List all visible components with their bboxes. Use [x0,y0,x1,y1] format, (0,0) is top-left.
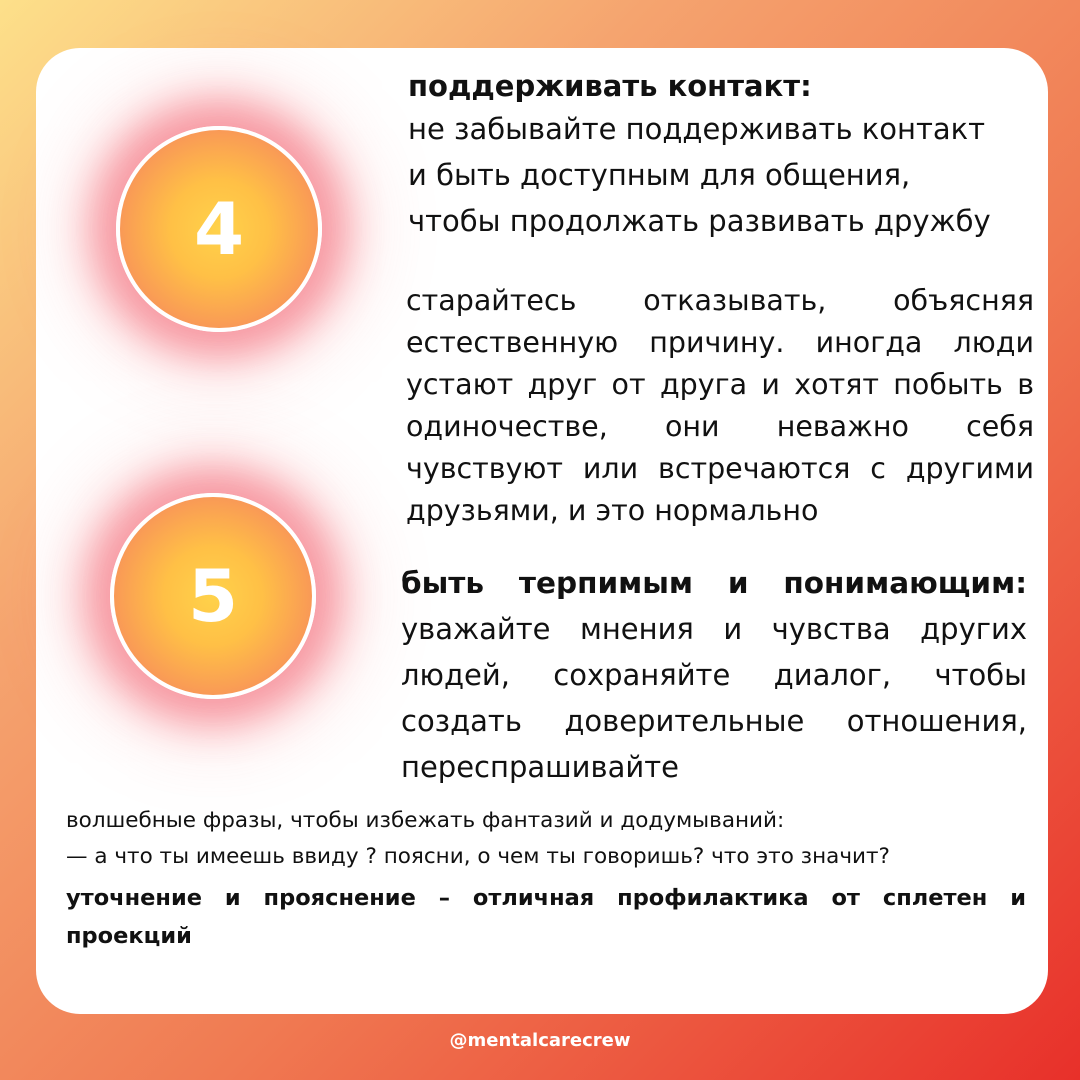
tip-5-heading: быть терпимым и понимающим: [401,566,1027,600]
tip-4-line-1: не забывайте поддерживать контакт [408,112,986,146]
tip-5-body: уважайте мнения и чувства других людей, сохраняйте диалог, чтобы создать доверительные отношения, переспрашивайте [401,612,1027,784]
magic-phrases-block [66,803,1026,955]
author-handle: @mentalcarecrew [449,1030,631,1051]
magic-phrases-intro: волшебные фразы, чтобы избежать фантазий и додумываний: [66,808,785,833]
step-4-circle [116,126,322,332]
tip-4-line-3: чтобы продолжать развивать дружбу [408,204,991,238]
tip-5-block [401,560,1027,790]
content-card [36,48,1048,1014]
magic-phrases-conclusion: уточнение и прояснение – отличная профилактика от сплетен и проекций [66,885,1026,949]
step-5-circle [110,493,316,699]
magic-phrases-examples: — а что ты имеешь ввиду ? поясни, о чем ты говоришь? что это значит? [66,844,890,869]
tip-4-block [408,66,1038,244]
step-5-number: 5 [187,554,239,638]
tip-4-heading: поддерживать контакт: [408,69,812,103]
tip-4-line-2: и быть доступным для общения, [408,158,911,192]
step-4-number: 4 [193,187,245,271]
tip-4-note: старайтесь отказывать, объясняя естественную причину. иногда люди устают друг от друга и хотят побыть в одиночестве, они неважно себя чувствуют или встречаются с другими друзьями, и это нормально [406,284,1034,527]
